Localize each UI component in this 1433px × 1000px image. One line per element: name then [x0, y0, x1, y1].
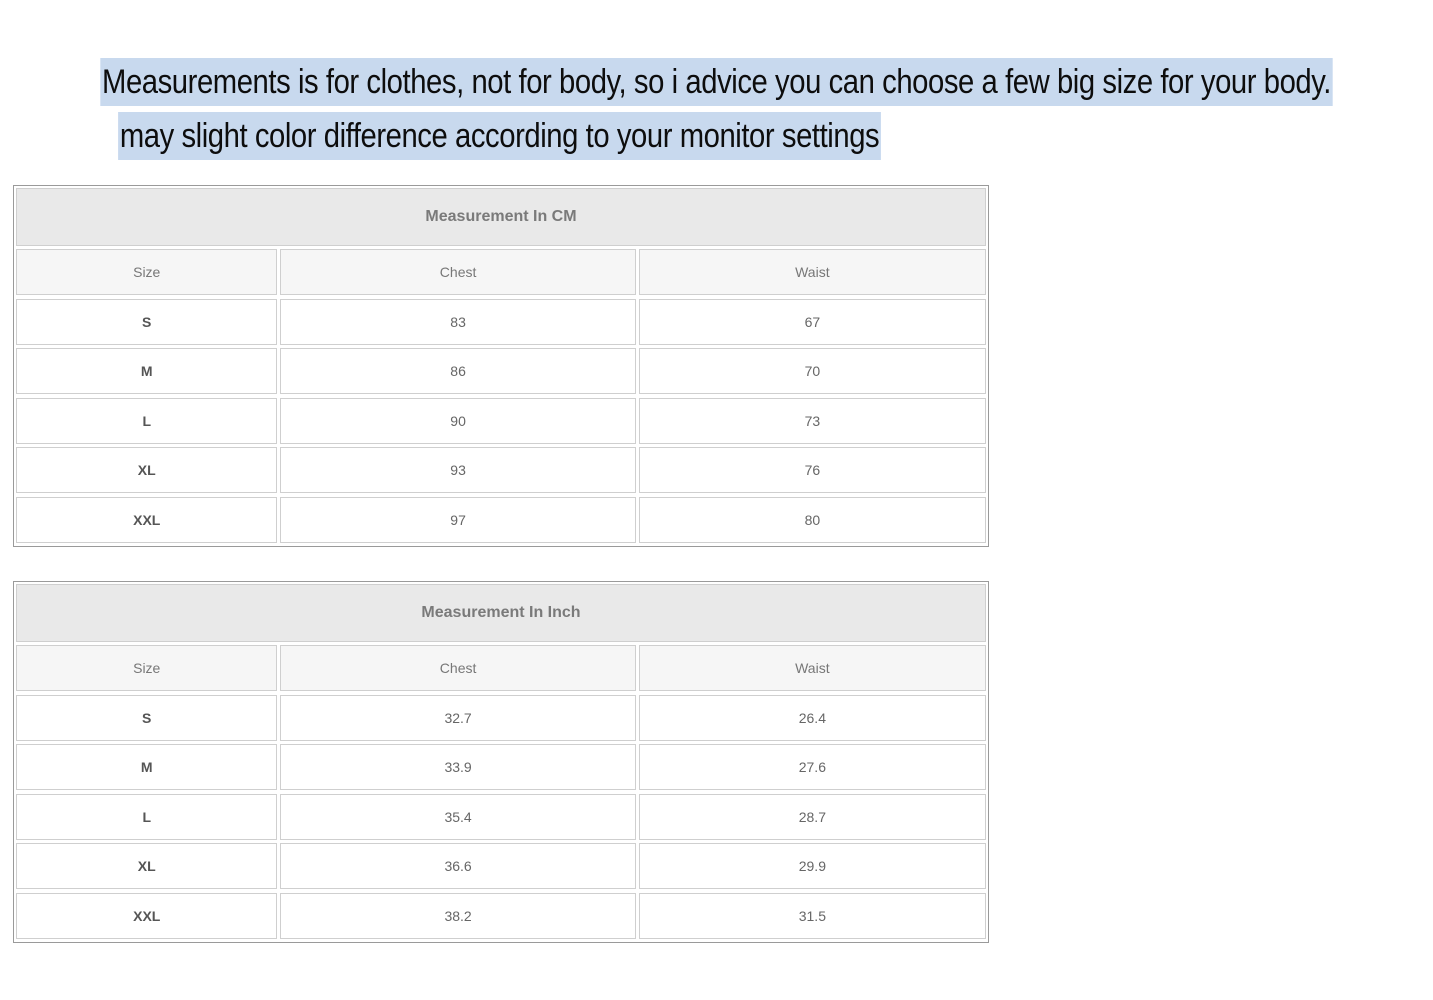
waist-cell: 73: [639, 398, 986, 444]
chest-cell: 90: [280, 398, 635, 444]
waist-cell: 28.7: [639, 794, 986, 840]
table-row: [16, 398, 986, 444]
chest-cell: 86: [280, 348, 635, 394]
notice-line-clothes-measurement: Measurements is for clothes, not for body, so i advice you can choose a few big size for your body.: [100, 58, 1332, 106]
table-row: [16, 794, 986, 840]
size-cell: M: [16, 348, 277, 394]
waist-cell: 26.4: [639, 695, 986, 741]
table-row: [16, 299, 986, 345]
table-header-row: [16, 645, 986, 691]
size-table-inch: [13, 581, 989, 943]
table-row: [16, 843, 986, 889]
waist-cell: 76: [639, 447, 986, 493]
waist-cell: 67: [639, 299, 986, 345]
column-header-size: Size: [16, 645, 277, 691]
table-row: [16, 744, 986, 790]
waist-cell: 31.5: [639, 893, 986, 939]
size-cell: XL: [16, 843, 277, 889]
size-cell: XXL: [16, 497, 277, 543]
chest-cell: 38.2: [280, 893, 635, 939]
column-header-waist: Waist: [639, 249, 986, 295]
size-cell: XL: [16, 447, 277, 493]
waist-cell: 29.9: [639, 843, 986, 889]
chest-cell: 36.6: [280, 843, 635, 889]
chest-cell: 97: [280, 497, 635, 543]
column-header-waist: Waist: [639, 645, 986, 691]
column-header-size: Size: [16, 249, 277, 295]
table-title: Measurement In CM: [16, 188, 986, 246]
table-row: [16, 695, 986, 741]
column-header-chest: Chest: [280, 249, 635, 295]
size-cell: S: [16, 695, 277, 741]
size-cell: M: [16, 744, 277, 790]
table-row: [16, 348, 986, 394]
size-table-cm: [13, 185, 989, 547]
chest-cell: 33.9: [280, 744, 635, 790]
table-row: [16, 893, 986, 939]
size-cell: XXL: [16, 893, 277, 939]
notice-line-color-difference: may slight color difference according to your monitor settings: [119, 112, 882, 160]
chest-cell: 32.7: [280, 695, 635, 741]
chest-cell: 93: [280, 447, 635, 493]
table-row: [16, 497, 986, 543]
size-cell: S: [16, 299, 277, 345]
waist-cell: 80: [639, 497, 986, 543]
table-row: [16, 447, 986, 493]
size-cell: L: [16, 398, 277, 444]
table-title: Measurement In Inch: [16, 584, 986, 642]
chest-cell: 83: [280, 299, 635, 345]
waist-cell: 70: [639, 348, 986, 394]
size-notice: [0, 58, 1331, 166]
chest-cell: 35.4: [280, 794, 635, 840]
table-header-row: [16, 249, 986, 295]
waist-cell: 27.6: [639, 744, 986, 790]
column-header-chest: Chest: [280, 645, 635, 691]
size-cell: L: [16, 794, 277, 840]
